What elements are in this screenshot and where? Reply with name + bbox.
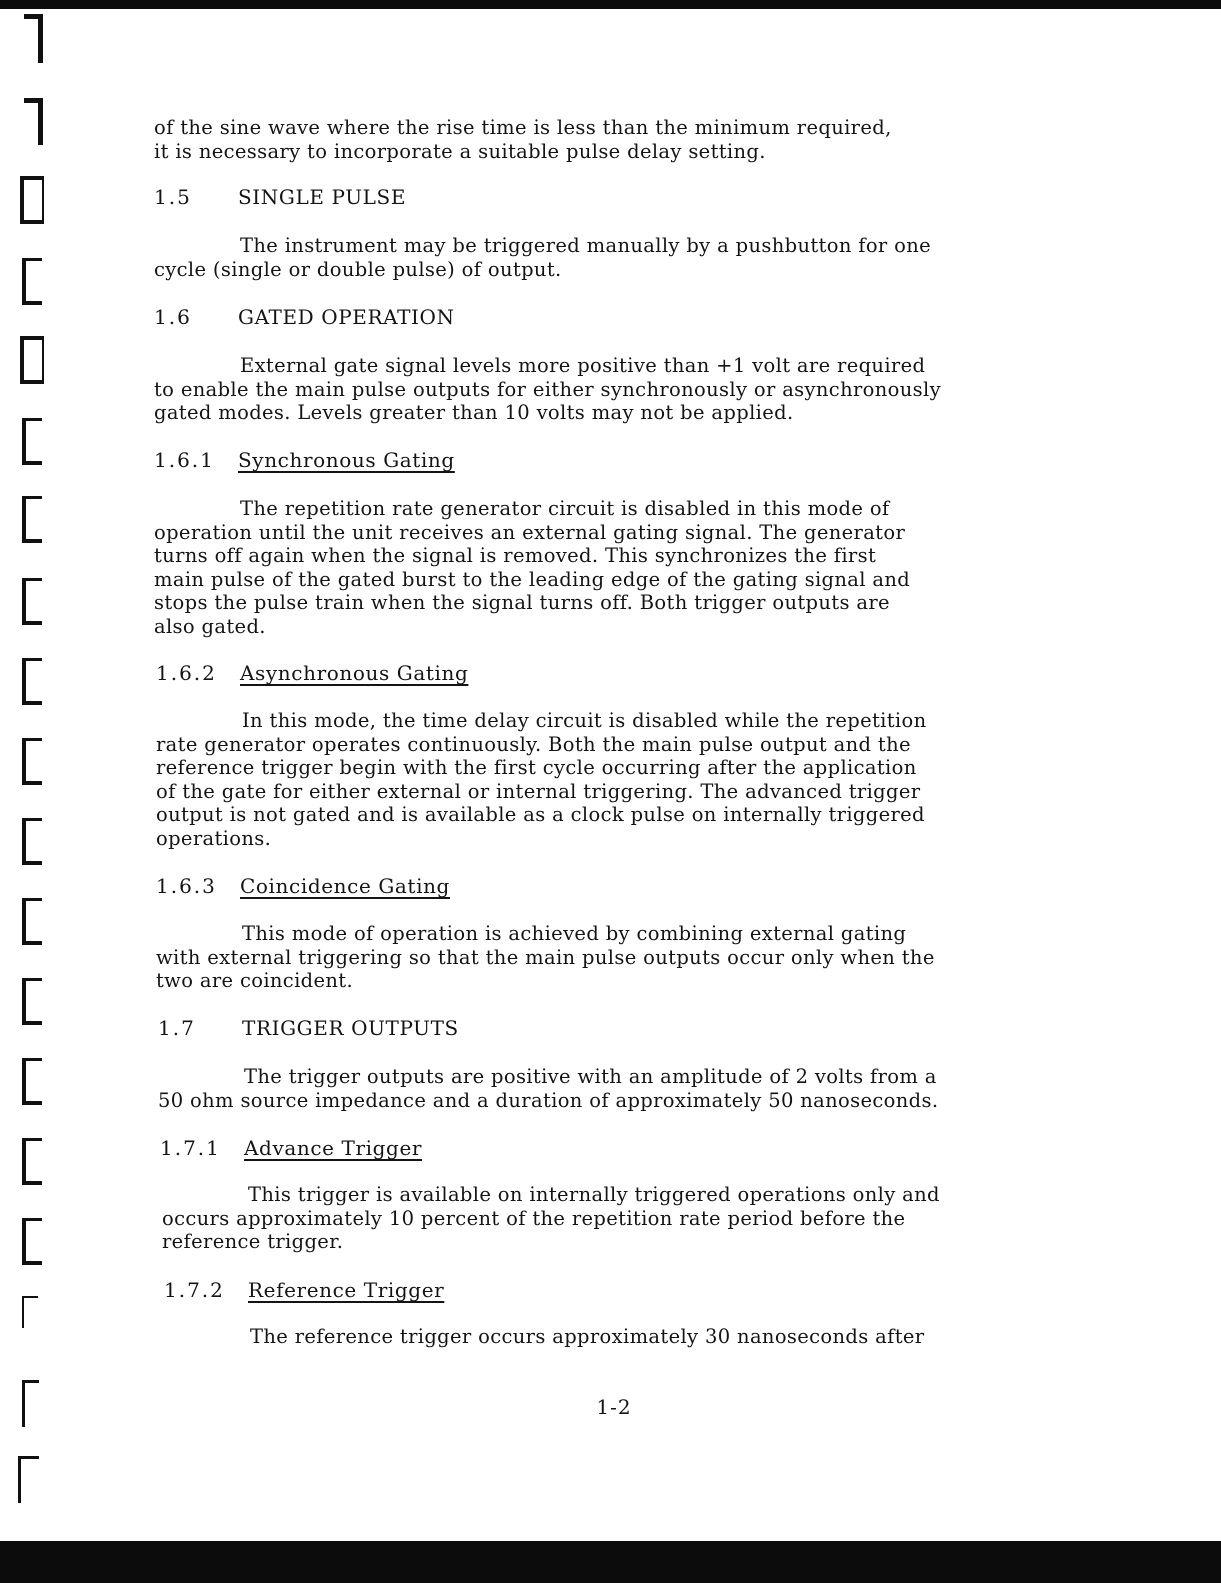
text-line: gated modes. Levels greater than 10 volts may not be applied.: [154, 401, 794, 424]
text-line: also gated.: [154, 614, 266, 638]
binding-mark: [22, 898, 42, 945]
text-line: it is necessary to incorporate a suitable pulse delay setting.: [154, 139, 766, 163]
section-title: TRIGGER OUTPUTS: [242, 1016, 459, 1040]
section-number: 1.7: [158, 1016, 196, 1040]
text-line: The repetition rate generator circuit is disabled in this mode of: [240, 497, 890, 520]
section-number: 1.6: [154, 305, 192, 329]
binding-mark: [22, 978, 42, 1025]
text-line: cycle (single or double pulse) of output.: [154, 257, 562, 281]
text-line: occurs approximately 10 percent of the repetition rate period before the: [162, 1206, 906, 1230]
paragraph-reference-trigger: [164, 1325, 1084, 1349]
section-number: 1.6.3: [156, 874, 217, 898]
text-line: with external triggering so that the main pulse outputs occur only when the: [156, 945, 935, 969]
paragraph-synchronous-gating: [154, 497, 1074, 638]
binding-mark: [22, 496, 42, 543]
binding-mark: [22, 1058, 42, 1105]
section-heading-1-7-1: [160, 1136, 422, 1160]
binding-mark: [22, 418, 42, 465]
text-line: In this mode, the time delay circuit is disabled while the repetition: [242, 709, 927, 732]
section-title: SINGLE PULSE: [238, 185, 407, 209]
binding-mark: [18, 1456, 39, 1503]
text-line: two are coincident.: [156, 969, 354, 992]
binding-mark: [22, 258, 42, 305]
section-number: 1.5: [154, 185, 192, 209]
text-line: This mode of operation is achieved by combining external gating: [242, 922, 907, 945]
binding-mark: [24, 14, 43, 63]
section-number: 1.7.1: [160, 1136, 221, 1160]
binding-mark: [22, 1218, 42, 1265]
section-title: Asynchronous Gating: [240, 661, 469, 685]
paragraph-advance-trigger: [162, 1183, 1082, 1254]
section-heading-1-6-2: [156, 661, 468, 685]
text-line: output is not gated and is available as a clock pulse on internally triggered: [156, 803, 925, 826]
section-heading-1-7-2: [164, 1278, 444, 1302]
section-title: Advance Trigger: [244, 1136, 423, 1160]
text-line: The instrument may be triggered manually by a pushbutton for one: [240, 234, 932, 257]
page-number: 1-2: [596, 1395, 632, 1419]
intro-paragraph: [154, 116, 1074, 163]
text-line: to enable the main pulse outputs for either synchronously or asynchronously: [154, 377, 941, 401]
scan-bottom-edge: [0, 1541, 1221, 1583]
binding-mark: [24, 98, 43, 145]
text-line: rate generator operates continuously. Both the main pulse output and the: [156, 732, 911, 756]
section-heading-1-6-3: [156, 874, 450, 898]
paragraph-coincidence-gating: [156, 922, 1076, 993]
section-heading-1-7: [158, 1016, 459, 1040]
binding-mark: [22, 1296, 38, 1328]
section-number: 1.6.2: [156, 661, 217, 685]
binding-mark: [22, 1380, 39, 1427]
paragraph-asynchronous-gating: [156, 709, 1076, 850]
binding-mark: [22, 738, 42, 785]
text-line: External gate signal levels more positive than +1 volt are required: [240, 354, 926, 377]
paragraph-gated-operation: [154, 354, 1074, 425]
section-number: 1.6.1: [154, 448, 215, 472]
text-line: stops the pulse train when the signal turns off. Both trigger outputs are: [154, 591, 890, 614]
section-title: Reference Trigger: [248, 1278, 445, 1302]
section-heading-1-6-1: [154, 448, 455, 472]
section-title: Synchronous Gating: [238, 448, 455, 472]
text-line: The reference trigger occurs approximately 30 nanoseconds after: [250, 1325, 925, 1348]
text-line: The trigger outputs are positive with an amplitude of 2 volts from a: [244, 1065, 937, 1088]
section-title: GATED OPERATION: [238, 305, 455, 329]
text-line: of the sine wave where the rise time is less than the minimum required,: [154, 116, 892, 139]
text-line: of the gate for either external or internal triggering. The advanced trigger: [156, 779, 921, 803]
text-line: This trigger is available on internally triggered operations only and: [248, 1183, 940, 1206]
section-heading-1-6: [154, 305, 455, 329]
section-heading-1-5: [154, 185, 406, 209]
section-number: 1.7.2: [164, 1278, 225, 1302]
paragraph-trigger-outputs: [158, 1065, 1078, 1112]
text-line: turns off again when the signal is removed. This synchronizes the first: [154, 544, 877, 567]
text-line: reference trigger begin with the first cycle occurring after the application: [156, 756, 917, 779]
text-line: operations.: [156, 826, 272, 850]
binding-mark: [22, 578, 42, 625]
scan-top-edge: [0, 0, 1221, 9]
binding-marks: [0, 0, 46, 1541]
binding-mark: [22, 658, 42, 705]
text-line: operation until the unit receives an external gating signal. The generator: [154, 520, 906, 544]
paragraph-single-pulse: [154, 234, 1074, 281]
section-title: Coincidence Gating: [240, 874, 450, 898]
binding-mark: [20, 176, 44, 224]
binding-mark: [22, 1138, 42, 1185]
binding-mark: [20, 336, 44, 384]
binding-mark: [22, 818, 42, 865]
text-line: main pulse of the gated burst to the leading edge of the gating signal and: [154, 567, 911, 591]
text-line: 50 ohm source impedance and a duration of approximately 50 nanoseconds.: [158, 1088, 939, 1112]
text-line: reference trigger.: [162, 1230, 344, 1253]
